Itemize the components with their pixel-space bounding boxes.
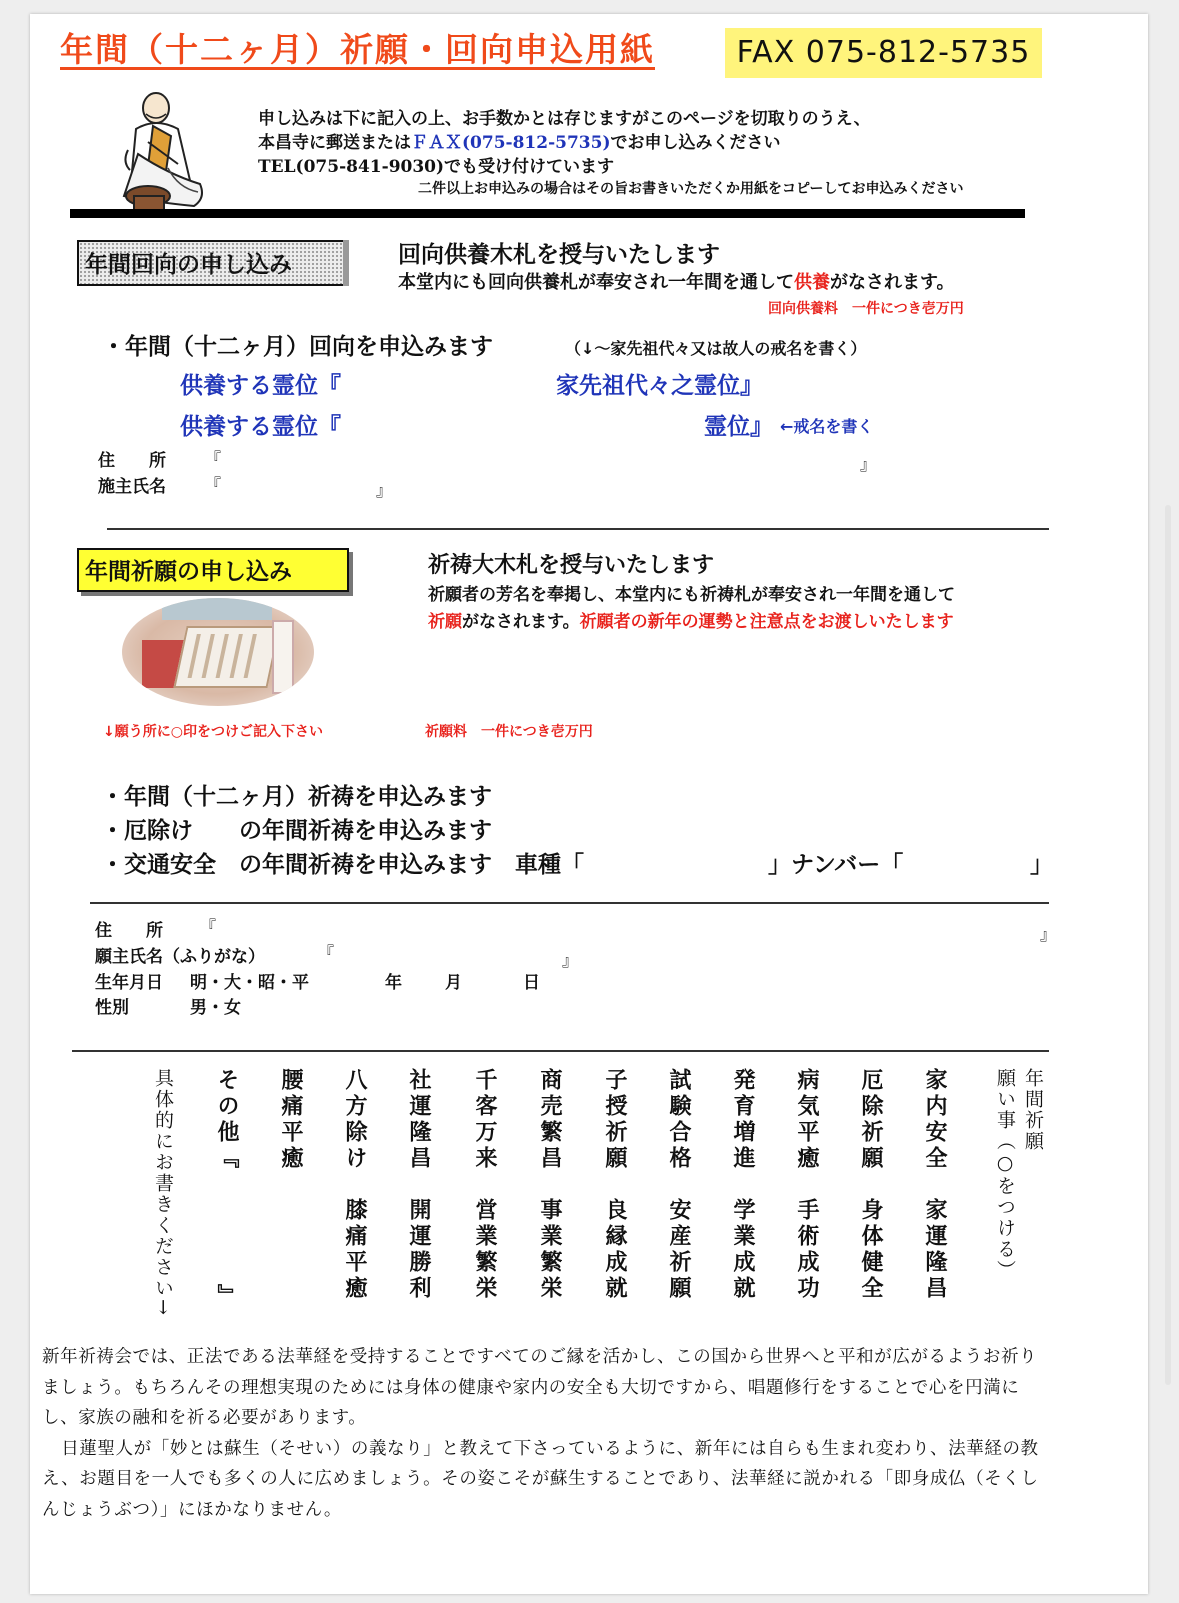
kigan-address-field[interactable] [220, 914, 1030, 938]
kigan-name-field[interactable] [338, 940, 558, 964]
ekou-name-open: 『 [205, 475, 222, 494]
monk-illustration [108, 84, 218, 219]
wish-col-6-bottom[interactable]: 良縁成就 [602, 1198, 628, 1302]
ekou-rei2-note: ←戒名を書く [780, 417, 874, 436]
intro-line-3: TEL(075‐841‐9030)でも受け付けています [258, 157, 615, 177]
kigan-number-label: 」ナンバー「 [768, 852, 904, 878]
ekou-rei1-end: 家先祖代々之霊位』 [556, 373, 763, 399]
wishes-header: 年間祈願 [1022, 1068, 1044, 1152]
kigan-desc-mid: がなされます。 [462, 612, 580, 632]
wish-col-6-top[interactable]: 子授祈願 [602, 1068, 628, 1172]
kigan-section-label-text: 年間祈願の申し込み [85, 559, 292, 585]
ekou-kaimyo-field[interactable] [360, 407, 690, 435]
intro-line-4: 二件以上お申込みの場合はその旨お書きいただくか用紙をコピーしてお申込みください [418, 181, 964, 197]
wish-col-4-bottom[interactable]: 学業成就 [730, 1198, 756, 1302]
header-divider [70, 209, 1025, 218]
wish-col-1-top[interactable]: 家内安全 [922, 1068, 948, 1172]
wish-col-7-bottom[interactable]: 事業繁栄 [537, 1198, 563, 1302]
closing-paragraph-2: 日蓮聖人が「妙とは蘇生（そせい）の義なり」と教えて下さっているように、新年には自らも生まれ変わり、法華経の教え、お題目を一人でも多くの人に広めましょう。その姿こそが蘇生することであり、法華経に説かれる「即身成仏（そくしんじょうぶつ）」にほかなりません。 [42, 1438, 1039, 1520]
photo-tablet-stand [272, 620, 294, 694]
photo-tablet-rack [173, 626, 280, 688]
wish-col-4-top[interactable]: 発育増進 [730, 1068, 756, 1172]
ekou-apply-note: （↓～家先祖代々又は故人の戒名を書く） [565, 339, 867, 358]
ekou-apply-option[interactable]: ・年間（十二ヶ月）回向を申込みます [102, 334, 493, 360]
intro-fax-blue: ＦＡＸ(075‐812‐5735) [411, 133, 611, 153]
intro-line-1: 申し込みは下に記入の上、お手数かとは存じますがこのページを切取りのうえ、 [258, 109, 871, 129]
wish-col-3-bottom[interactable]: 手術成功 [794, 1198, 820, 1302]
kigan-desc-2 [428, 607, 954, 632]
kigan-section-label [77, 548, 349, 592]
ekou-section-label [77, 240, 349, 286]
intro-line-2 [258, 128, 780, 153]
kigan-option-yakuyoke[interactable]: ・厄除け の年間祈祷を申込みます [101, 818, 492, 844]
wishes-divider [72, 1050, 1049, 1052]
wish-col-8-top[interactable]: 千客万来 [472, 1068, 498, 1172]
photo-background [162, 598, 272, 620]
wishes-header-2: 願い事（○をつける） [994, 1068, 1016, 1281]
birth-label: 生年月日 [95, 973, 163, 993]
kigan-divider [90, 902, 1049, 904]
ekou-fee: 回向供養料 一件につき壱万円 [768, 301, 964, 317]
wish-col-11-top[interactable]: 腰痛平癒 [278, 1068, 304, 1172]
wish-col-5-top[interactable]: 試験合格 [666, 1068, 692, 1172]
ekou-rei2-end: 霊位』 [704, 414, 773, 440]
kigan-fee: 祈願料 一件につき壱万円 [425, 724, 593, 740]
ekou-name-field[interactable] [225, 470, 370, 494]
prayer-tablets-photo [122, 598, 314, 706]
ekou-name-close: 』 [376, 481, 393, 500]
wish-other-field[interactable] [212, 1172, 238, 1282]
ekou-address-field[interactable] [225, 444, 845, 468]
car-number-field[interactable] [935, 846, 1025, 876]
kigan-name-label: 願主氏名（ふりがな） [95, 947, 265, 967]
wish-col-10-top[interactable]: 八方除け [342, 1068, 368, 1172]
ekou-heading: 回向供養木札を授与いたします [398, 242, 720, 268]
ekou-address-open: 『 [205, 449, 222, 468]
kigan-option-yearly[interactable]: ・年間（十二ヶ月）祈祷を申込みます [101, 784, 492, 810]
kigan-name-close: 』 [562, 951, 579, 970]
fax-number-badge: FAX 075-812-5735 [725, 28, 1042, 78]
section-divider [107, 528, 1049, 530]
kigan-desc-red1: 祈願 [428, 612, 462, 632]
wish-col-7-top[interactable]: 商売繁昌 [537, 1068, 563, 1172]
wish-write-note: 具体的にお書きください→ [152, 1068, 174, 1317]
wish-col-9-top[interactable]: 社運隆昌 [406, 1068, 432, 1172]
kigan-address-close: 』 [1040, 925, 1057, 944]
car-type-field[interactable] [660, 846, 770, 876]
birth-day-label: 日 [523, 973, 540, 993]
ekou-name-label: 施主氏名 [98, 477, 166, 497]
wish-col-1-bottom[interactable]: 家運隆昌 [922, 1198, 948, 1302]
wish-col-8-bottom[interactable]: 営業繁栄 [472, 1198, 498, 1302]
ekou-description [398, 268, 955, 294]
kigan-heading: 祈祷大木札を授与いたします [428, 553, 715, 578]
wish-col-9-bottom[interactable]: 開運勝利 [406, 1198, 432, 1302]
label-shadow [343, 240, 349, 286]
kigan-mark-note: ↓願う所に○印をつけご記入下さい [103, 724, 323, 740]
kigan-address-label: 住 所 [95, 921, 163, 941]
form-title: 年間（十二ヶ月）祈願・回向申込用紙 [60, 30, 655, 69]
ekou-desc-pre: 本堂内にも回向供養札が奉安され一年間を通して [398, 272, 794, 293]
ekou-desc-red: 供養 [794, 272, 830, 293]
kigan-address-open: 『 [200, 917, 217, 936]
intro-line-2-pre: 本昌寺に郵送または [258, 133, 411, 153]
kigan-number-close: 」 [1030, 852, 1053, 878]
ekou-desc-post: がなされます。 [830, 272, 955, 293]
wish-col-5-bottom[interactable]: 安産祈願 [666, 1198, 692, 1302]
wish-col-10-bottom[interactable]: 膝痛平癒 [342, 1198, 368, 1302]
gender-label: 性別 [95, 998, 129, 1018]
kigan-desc-1: 祈願者の芳名を奉掲し、本堂内にも祈祷札が奉安され一年間を通して [428, 585, 955, 605]
closing-paragraph-1: 新年祈祷会では、正法である法華経を受持することですべてのご縁を活かし、この国から世界へと平和が広がるようお祈りましょう。もちろんその理想実現のためには身体の健康や家内の安全も大切ですから、唱題修行をすることで心を円満にし、家族の融和を祈る必要があります。 [42, 1347, 1038, 1428]
gender-options[interactable]: 男・女 [190, 998, 241, 1018]
ekou-section-label-text: 年間回向の申し込み [85, 252, 292, 278]
ekou-address-close: 』 [860, 455, 877, 474]
birth-year-label: 年 [385, 973, 402, 993]
kigan-option-traffic[interactable]: ・交通安全 の年間祈祷を申込みます 車種「 [101, 852, 584, 878]
kigan-name-open: 『 [318, 943, 335, 962]
intro-line-2-post: でお申し込みください [610, 133, 781, 153]
wish-other-open: その他『 [214, 1068, 240, 1172]
ekou-rei2-label: 供養する霊位『 [180, 414, 341, 440]
scrollbar-thumb[interactable] [1165, 505, 1171, 1385]
ekou-address-label: 住 所 [98, 451, 166, 471]
birth-era-options[interactable]: 明・大・昭・平 [190, 973, 309, 993]
kigan-desc-red2: 祈願者の新年の運勢と注意点をお渡しいたします [579, 612, 954, 632]
ekou-rei1-field[interactable] [360, 366, 540, 394]
wish-col-2-top[interactable]: 厄除祈願 [858, 1068, 884, 1172]
closing-text [42, 1342, 1046, 1525]
wish-col-3-top[interactable]: 病気平癒 [794, 1068, 820, 1172]
birth-month-label: 月 [445, 973, 462, 993]
ekou-rei1-label: 供養する霊位『 [180, 373, 341, 399]
wish-other-close: 』 [214, 1284, 240, 1310]
wish-col-2-bottom[interactable]: 身体健全 [858, 1198, 884, 1302]
